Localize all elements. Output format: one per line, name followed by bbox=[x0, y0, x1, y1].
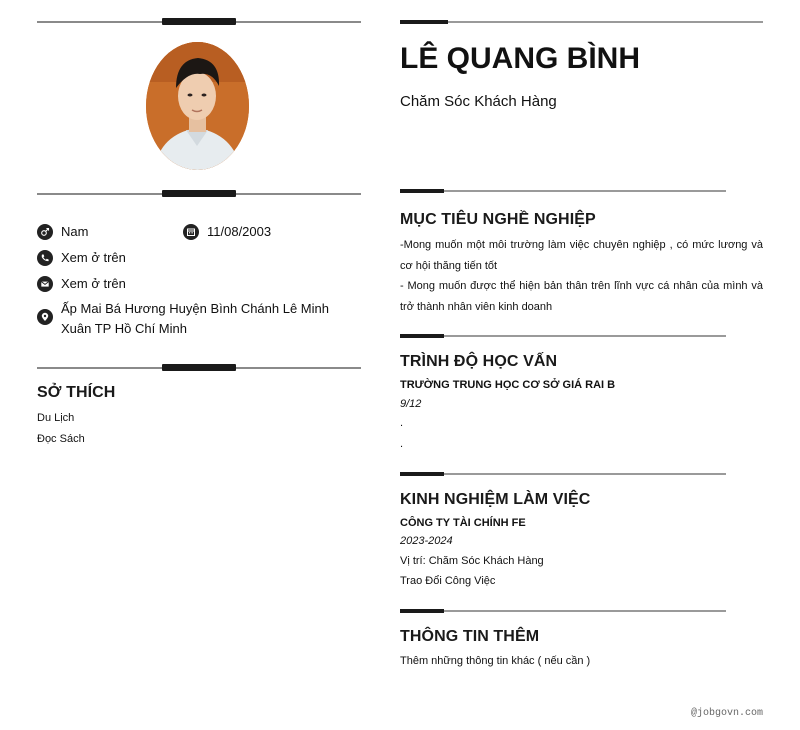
candidate-position: Chăm Sóc Khách Hàng bbox=[400, 93, 557, 110]
mail-icon bbox=[37, 276, 53, 292]
divider-top-right bbox=[400, 20, 763, 24]
email-row bbox=[37, 274, 126, 294]
gender-value: Nam bbox=[61, 224, 89, 239]
divider-bottom-left bbox=[37, 364, 361, 372]
extra-text: Thêm những thông tin khác ( nếu cần ) bbox=[400, 655, 591, 667]
candidate-name: LÊ QUANG BÌNH bbox=[400, 42, 640, 75]
divider-top-left bbox=[37, 18, 361, 26]
location-icon bbox=[37, 309, 53, 325]
gender-row bbox=[37, 222, 88, 242]
hobby-item: Du Lịch bbox=[37, 412, 75, 424]
experience-detail: Trao Đổi Công Việc bbox=[400, 575, 496, 587]
experience-title: KINH NGHIỆM LÀM VIỆC bbox=[400, 491, 591, 508]
extra-title: THÔNG TIN THÊM bbox=[400, 628, 540, 645]
objective-line: - Mong muốn được thể hiện bản thân trên lĩnh vực cá nhân của mình và trở thành nhân viên kinh doanh bbox=[400, 280, 763, 313]
education-title: TRÌNH ĐỘ HỌC VẤN bbox=[400, 353, 558, 370]
objective-title: MỤC TIÊU NGHỀ NGHIỆP bbox=[400, 211, 596, 228]
school-name: TRƯỜNG TRUNG HỌC CƠ SỞ GIÁ RAI B bbox=[400, 379, 616, 391]
dob-row bbox=[183, 222, 271, 242]
divider-experience bbox=[400, 472, 726, 476]
phone-row bbox=[37, 248, 126, 268]
watermark: @jobgovn.com bbox=[690, 708, 763, 719]
company-name: CÔNG TY TÀI CHÍNH FE bbox=[400, 517, 526, 529]
phone-icon bbox=[37, 250, 53, 266]
education-period: 9/12 bbox=[400, 398, 422, 410]
dob-value: 11/08/2003 bbox=[207, 224, 272, 239]
divider-education bbox=[400, 334, 726, 338]
education-line: . bbox=[400, 417, 404, 429]
phone-value: Xem ở trên bbox=[61, 250, 126, 265]
address-row bbox=[37, 299, 361, 339]
address-value: Ấp Mai Bá Hương Huyện Bình Chánh Lê Minh Xuân TP Hồ Chí Minh bbox=[61, 301, 329, 336]
divider-objective bbox=[400, 189, 726, 193]
experience-role: Vị trí: Chăm Sóc Khách Hàng bbox=[400, 555, 544, 567]
education-line: . bbox=[400, 438, 404, 450]
email-value: Xem ở trên bbox=[61, 276, 126, 291]
hobby-item: Đọc Sách bbox=[37, 433, 85, 445]
divider-extra bbox=[400, 609, 726, 613]
gender-icon bbox=[37, 224, 53, 240]
calendar-icon bbox=[183, 224, 199, 240]
divider-mid-left bbox=[37, 190, 361, 198]
experience-period: 2023-2024 bbox=[400, 535, 453, 547]
objective-line: -Mong muốn một môi trường làm việc chuyên nghiệp , có mức lương và cơ hội thăng tiến tốt bbox=[400, 239, 763, 272]
avatar bbox=[146, 42, 249, 170]
hobbies-title: SỞ THÍCH bbox=[37, 384, 116, 401]
